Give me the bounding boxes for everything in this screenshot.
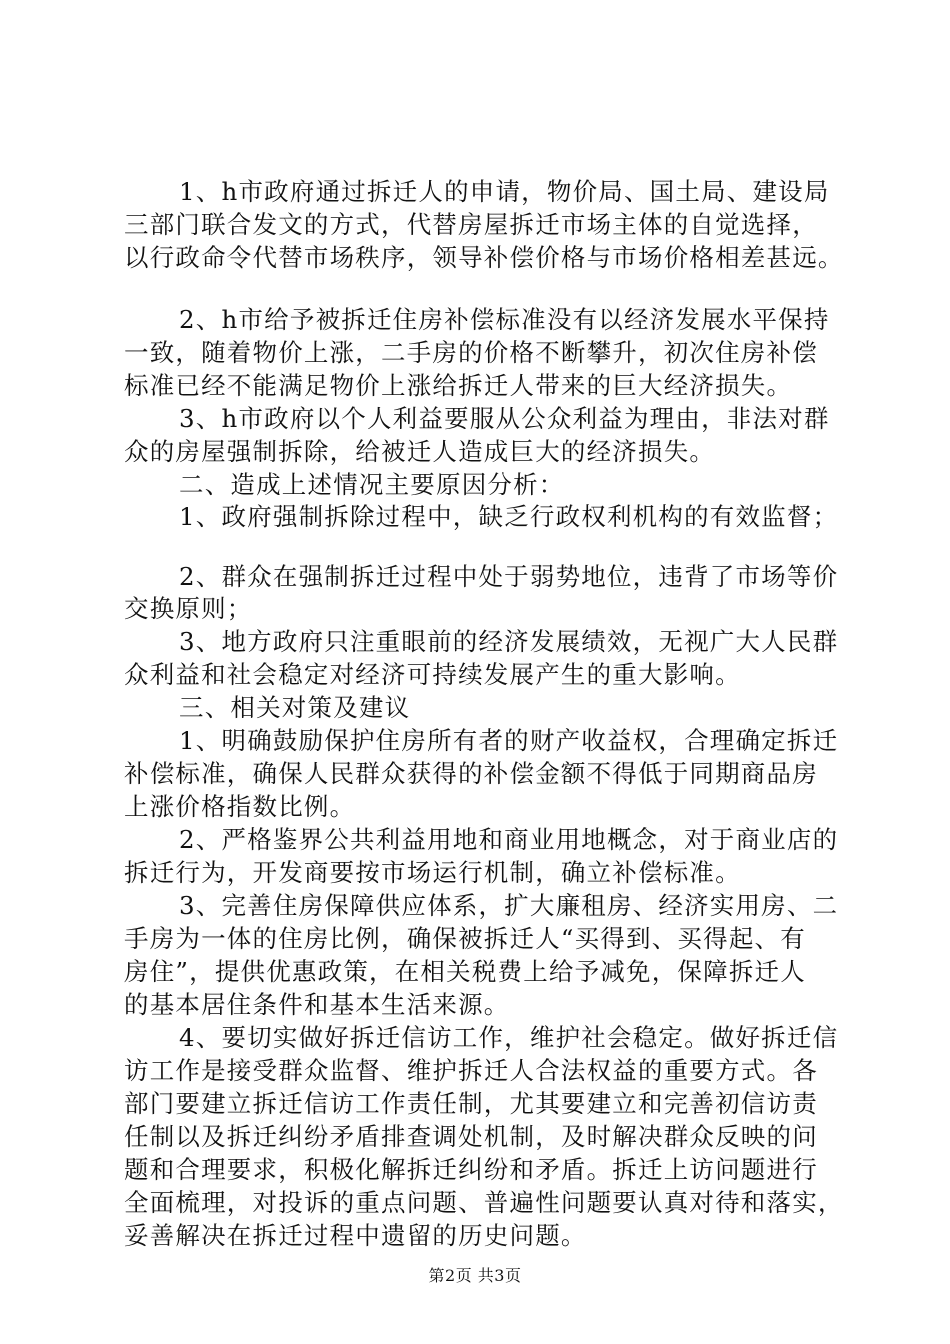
text-line: 1、政府强制拆除过程中，缺乏行政权利机构的有效监督； bbox=[179, 502, 839, 531]
text-line: 标准已经不能满足物价上涨给拆迁人带来的巨大经济损失。 bbox=[124, 371, 793, 400]
section-heading: 二、造成上述情况主要原因分析： bbox=[179, 470, 565, 499]
text-line: 一致，随着物价上涨，二手房的价格不断攀升，初次住房补偿 bbox=[124, 338, 818, 367]
text-line: 上涨价格指数比例。 bbox=[124, 792, 356, 821]
text-line: 妥善解决在拆迁过程中遗留的历史问题。 bbox=[124, 1221, 587, 1250]
text-line: 访工作是接受群众监督、维护拆迁人合法权益的重要方式。各 bbox=[124, 1056, 818, 1085]
text-line: 3、地方政府只注重眼前的经济发展绩效，无视广大人民群 bbox=[179, 627, 839, 656]
text-line: 三部门联合发文的方式，代替房屋拆迁市场主体的自觉选择， bbox=[124, 210, 818, 239]
text-line: 3、完善住房保障供应体系，扩大廉租房、经济实用房、二 bbox=[179, 891, 839, 920]
text-line: 众的房屋强制拆除，给被迁人造成巨大的经济损失。 bbox=[124, 437, 716, 466]
text-line: 以行政命令代替市场秩序，领导补偿价格与市场价格相差甚远。 bbox=[124, 243, 844, 272]
text-line: 2、h市给予被拆迁住房补偿标准没有以经济发展水平保持 bbox=[179, 305, 830, 334]
text-line: 手房为一体的住房比例，确保被拆迁人“买得到、买得起、有 bbox=[124, 924, 806, 953]
text-line: 4、要切实做好拆迁信访工作，维护社会稳定。做好拆迁信 bbox=[179, 1023, 839, 1052]
page-number-footer: 第2页 共3页 bbox=[428, 1266, 522, 1285]
text-line: 的基本居住条件和基本生活来源。 bbox=[124, 990, 510, 1019]
text-line: 全面梳理，对投诉的重点问题、普遍性问题要认真对待和落实， bbox=[124, 1188, 844, 1217]
text-line: 1、明确鼓励保护住房所有者的财产收益权，合理确定拆迁 bbox=[179, 726, 839, 755]
text-line: 众利益和社会稳定对经济可持续发展产生的重大影响。 bbox=[124, 660, 741, 689]
text-line: 3、h市政府以个人利益要服从公众利益为理由，非法对群 bbox=[179, 404, 830, 433]
text-line: 题和合理要求，积极化解拆迁纠纷和矛盾。拆迁上访问题进行 bbox=[124, 1155, 818, 1184]
text-line: 拆迁行为，开发商要按市场运行机制，确立补偿标准。 bbox=[124, 858, 741, 887]
text-line: 2、群众在强制拆迁过程中处于弱势地位，违背了市场等价 bbox=[179, 562, 839, 591]
section-heading: 三、相关对策及建议 bbox=[179, 693, 411, 722]
text-line: 房住”，提供优惠政策，在相关税费上给予减免，保障拆迁人 bbox=[124, 957, 806, 986]
text-line: 1、h市政府通过拆迁人的申请，物价局、国土局、建设局 bbox=[179, 177, 830, 206]
text-line: 部门要建立拆迁信访工作责任制，尤其要建立和完善初信访责 bbox=[124, 1089, 818, 1118]
text-line: 2、严格鉴界公共利益用地和商业用地概念，对于商业店的 bbox=[179, 825, 839, 854]
text-line: 任制以及拆迁纠纷矛盾排查调处机制，及时解决群众反映的问 bbox=[124, 1122, 818, 1151]
text-line: 交换原则； bbox=[124, 594, 253, 623]
text-line: 补偿标准，确保人民群众获得的补偿金额不得低于同期商品房 bbox=[124, 759, 818, 788]
